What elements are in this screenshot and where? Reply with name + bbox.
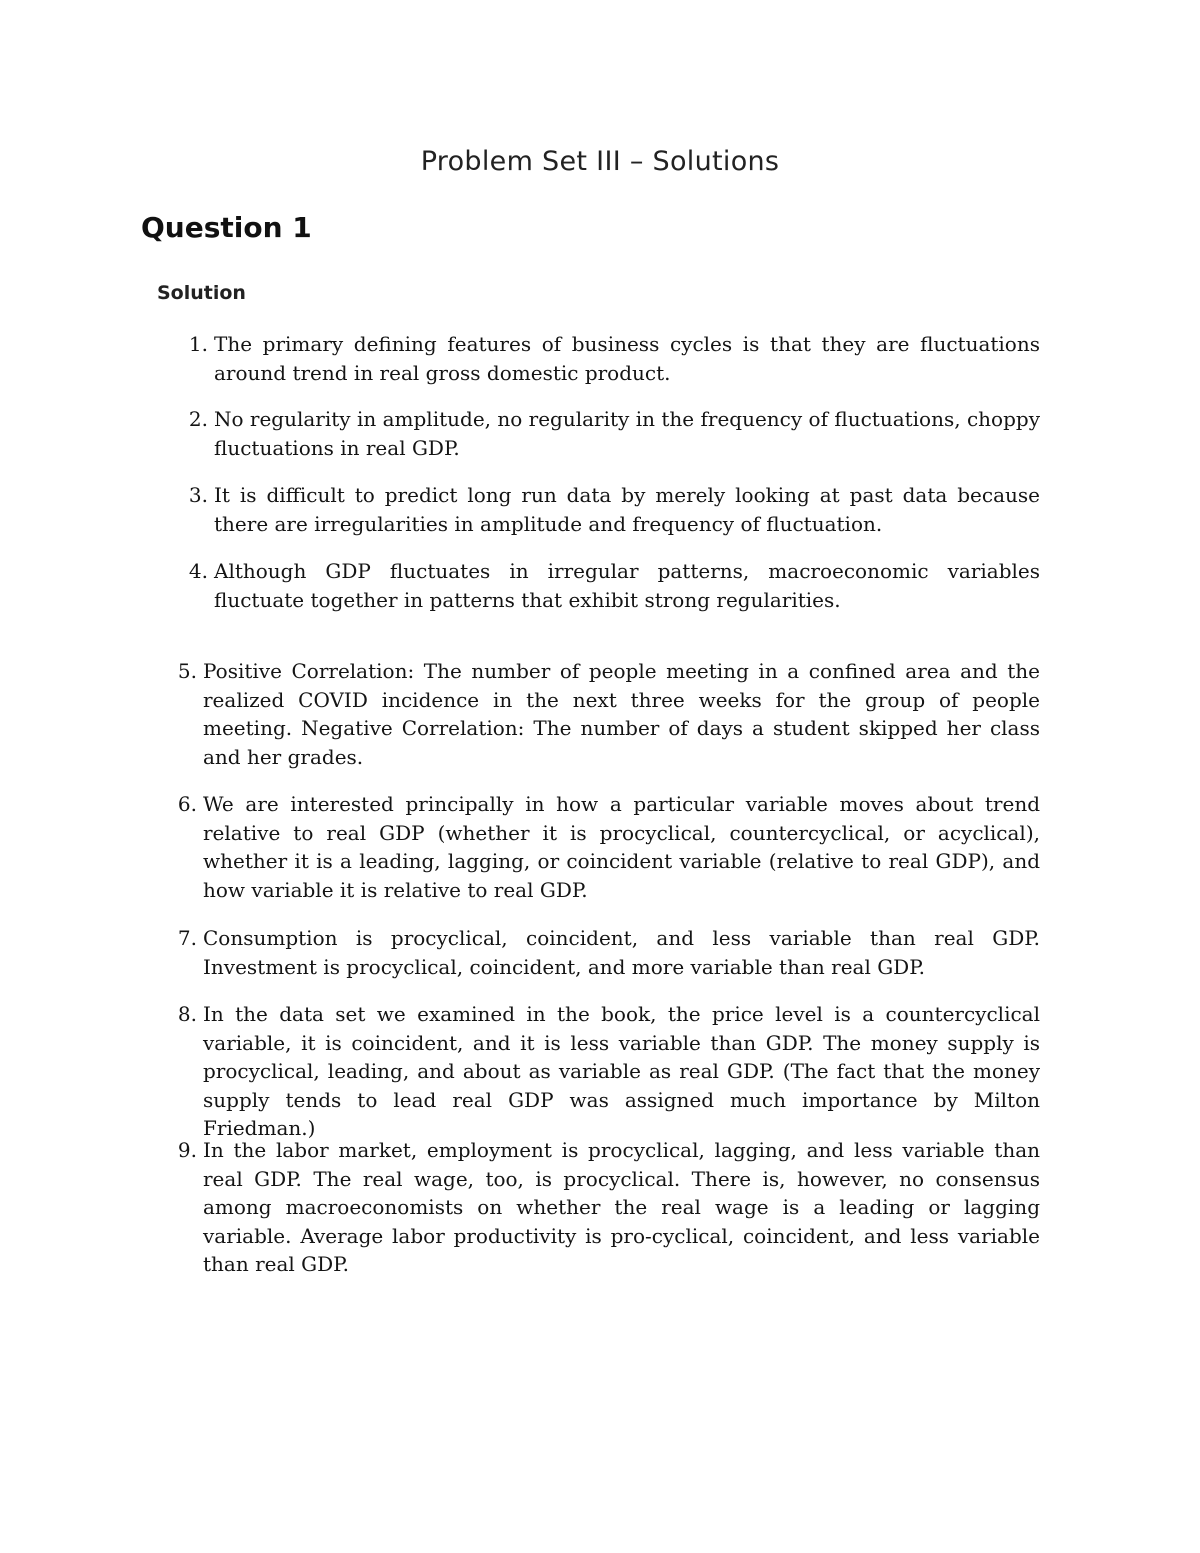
answer-number: 8. [177,1002,197,1026]
answer-number: 2. [188,407,208,431]
answer-text: We are interested principally in how a particular variable moves about trend relative to real GDP (whether it is procyclical, countercyclical, or acyclical), whether it is a leading, lagging, or coincident variable (relative to real GDP), and how variable it is relative to real GDP. [203,792,1040,902]
answer-number: 9. [177,1138,197,1162]
answer-item-4 [188,557,1040,614]
answer-number: 4. [188,559,208,583]
answer-text: It is difficult to predict long run data by merely looking at past data because there are irregularities in amplitude and frequency of fluctuation. [214,483,1040,536]
answer-text: No regularity in amplitude, no regularity in the frequency of fluctuations, choppy fluctuations in real GDP. [214,407,1040,460]
question-heading: Question 1 [141,211,312,244]
answer-item-3 [188,481,1040,538]
answer-text: In the data set we examined in the book, the price level is a countercyclical variable, it is coincident, and it is less variable than GDP. The money supply is procyclical, leading, and about as variable as real GDP. (The fact that the money supply tends to lead real GDP was assigned much importance by Milton Friedman.) [203,1002,1040,1140]
answer-item-6 [177,790,1040,904]
answer-number: 5. [177,659,197,683]
answer-text: The primary defining features of business cycles is that they are fluctuations around trend in real gross domestic product. [214,332,1040,385]
answer-text: Positive Correlation: The number of people meeting in a confined area and the realized COVID incidence in the next three weeks for the group of people meeting. Negative Correlation: The number of days a student skipped her class and her grades. [203,659,1040,769]
answer-item-9 [177,1136,1040,1279]
page-title: Problem Set III – Solutions [420,146,780,177]
answer-item-7 [177,924,1040,981]
answer-item-2 [188,405,1040,462]
answer-item-1 [188,330,1040,387]
answer-number: 1. [188,332,208,356]
answer-item-8 [177,1000,1040,1143]
solution-heading: Solution [157,282,246,304]
answer-item-5 [177,657,1040,771]
answer-text: Consumption is procyclical, coincident, and less variable than real GDP. Investment is procyclical, coincident, and more variable than real GDP. [203,926,1040,979]
answer-number: 6. [177,792,197,816]
answer-text: In the labor market, employment is procyclical, lagging, and less variable than real GDP. The real wage, too, is procyclical. There is, however, no consensus among macroeconomists on whether the real wage is a leading or lagging variable. Average labor productivity is pro-cyclical, coincident, and less variable than real GDP. [203,1138,1040,1276]
answer-text: Although GDP fluctuates in irregular patterns, macroeconomic variables fluctuate together in patterns that exhibit strong regularities. [214,559,1040,612]
answer-number: 7. [177,926,197,950]
answer-number: 3. [188,483,208,507]
